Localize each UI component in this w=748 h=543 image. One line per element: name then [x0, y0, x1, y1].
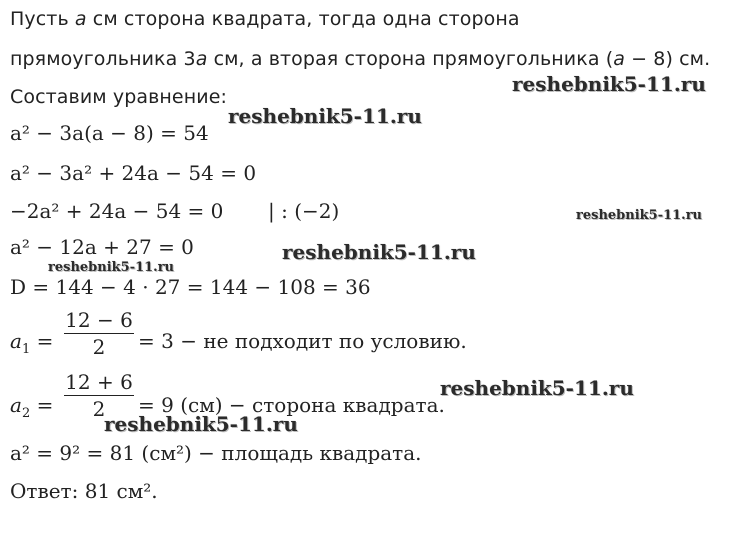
answer-text: Ответ: 81 см².: [10, 479, 158, 503]
variable-a: a: [613, 48, 625, 70]
text-segment: прямоугольника 3: [10, 48, 196, 70]
numerator: 12 + 6: [65, 370, 133, 394]
denominator: 2: [92, 335, 106, 359]
watermark: reshebnik5-11.ru: [282, 240, 476, 264]
text-segment: Пусть: [10, 8, 75, 30]
equation-text: | : (−2): [268, 199, 340, 223]
text-segment: см сторона квадрата, тогда одна сторона: [86, 8, 520, 30]
text-segment: см, а вторая сторона прямоугольника (: [207, 48, 614, 70]
text-segment: Составим уравнение:: [10, 86, 227, 108]
fraction-bar: [64, 333, 134, 334]
text-segment: − 8) см.: [624, 48, 711, 70]
subscript: 1: [21, 342, 31, 357]
equation-text: a² − 3a(a − 8) = 54: [10, 121, 209, 145]
variable-a: a: [10, 329, 22, 353]
division-operation: [268, 198, 339, 224]
watermark: reshebnik5-11.ru: [228, 104, 422, 128]
numerator: 12 − 6: [65, 308, 133, 332]
subscript: 2: [21, 406, 31, 421]
equation-2: [10, 160, 256, 186]
equation-1: [10, 120, 209, 146]
text-line-3: [10, 84, 227, 110]
watermark: reshebnik5-11.ru: [48, 260, 175, 275]
root-a1-result: [138, 328, 467, 354]
equation-text: = 9 (см) − сторона квадрата.: [138, 393, 445, 417]
equation-text: D = 144 − 4 · 27 = 144 − 108 = 36: [10, 275, 371, 299]
equation-text: a² − 3a² + 24a − 54 = 0: [10, 161, 257, 185]
equation-text: a² = 9² = 81 (см²) − площадь квадрата.: [10, 441, 422, 465]
equation-text: a² − 12a + 27 = 0: [10, 235, 194, 259]
watermark: reshebnik5-11.ru: [576, 208, 703, 223]
answer-line: [10, 478, 158, 504]
equation-3: [10, 198, 223, 224]
equation-text: = 3 − не подходит по условию.: [138, 329, 467, 353]
watermark: reshebnik5-11.ru: [440, 376, 634, 400]
area-line: [10, 440, 422, 466]
variable-a: a: [195, 48, 208, 70]
root-a1-label: $a_1$ =: [10, 329, 54, 357]
watermark: reshebnik5-11.ru: [104, 412, 298, 436]
denominator: 2: [92, 397, 106, 421]
variable-a: a: [10, 393, 22, 417]
discriminant: [10, 274, 371, 300]
fraction-a1: [64, 308, 134, 359]
watermark: reshebnik5-11.ru: [512, 72, 706, 96]
root-a2-label: $a_2$ =: [10, 393, 54, 421]
equation-text: −2a² + 24a − 54 = 0: [10, 199, 224, 223]
equation-4: [10, 234, 194, 260]
text-line-1: [10, 6, 520, 32]
fraction-bar: [64, 395, 134, 396]
text-line-2: [10, 46, 710, 72]
variable-a: a: [74, 8, 87, 30]
